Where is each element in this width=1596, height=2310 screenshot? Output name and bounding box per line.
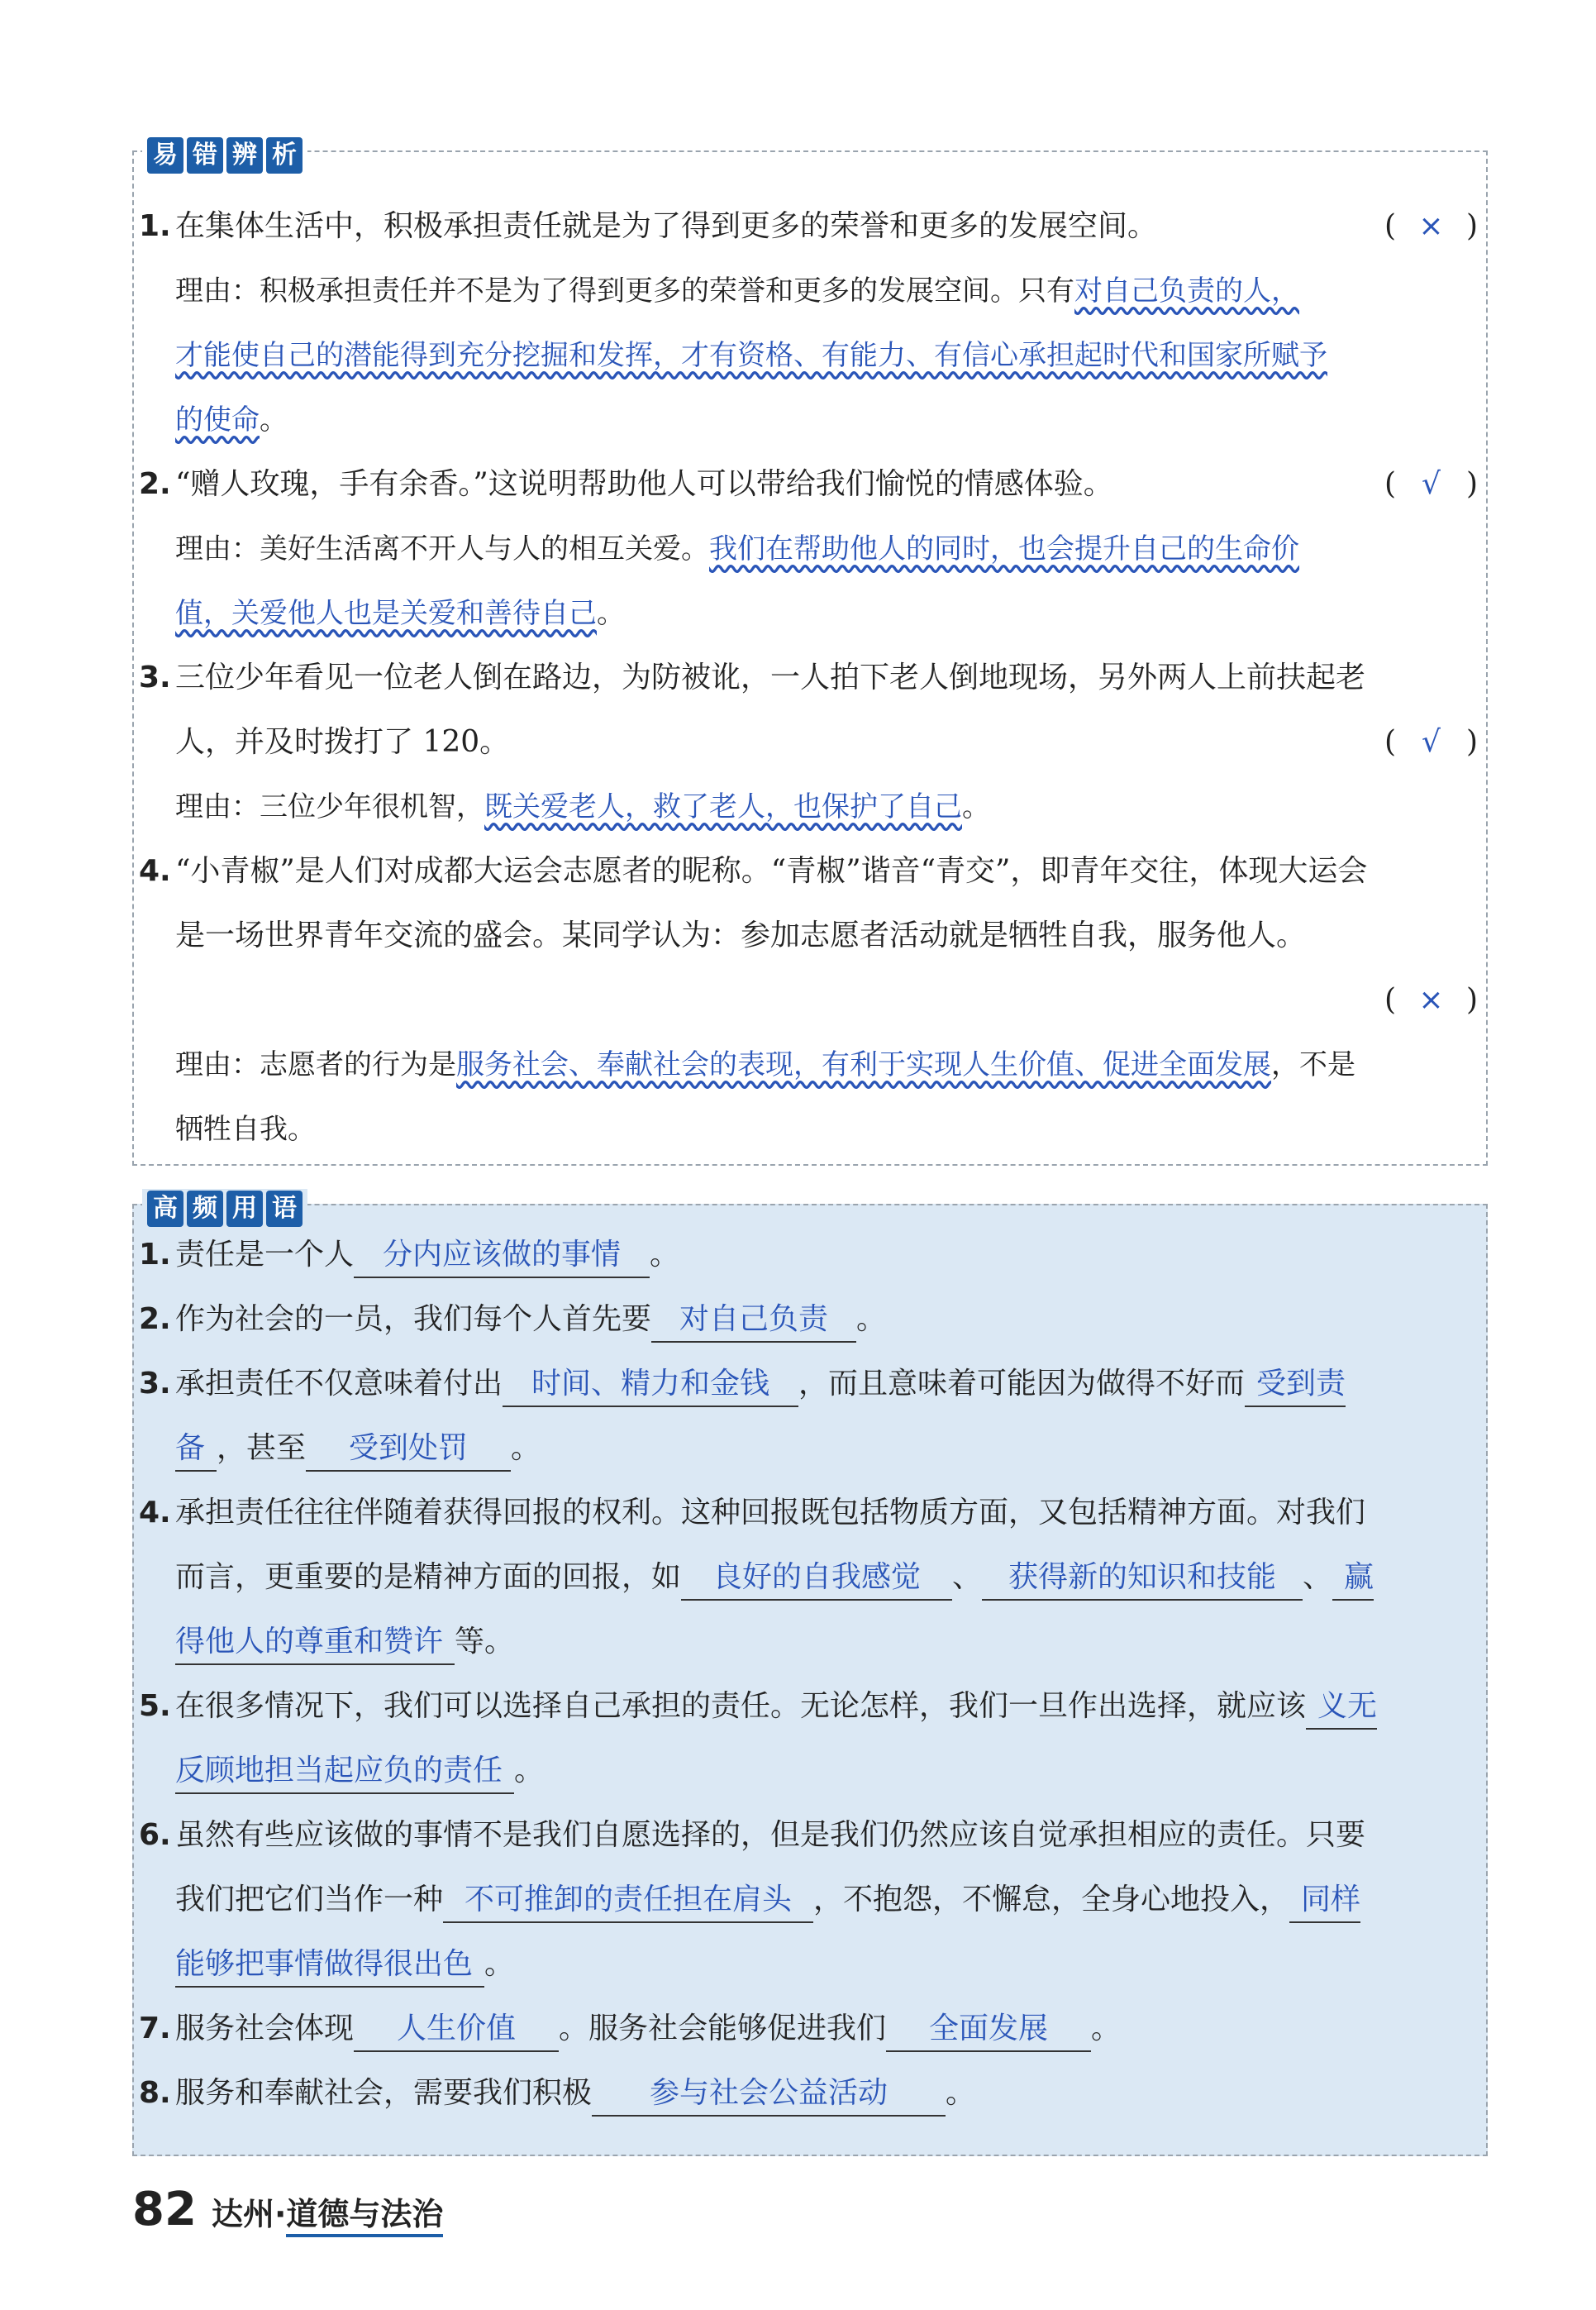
question-text: 三位少年看见一位老人倒在路边，为防被讹，一人拍下老人倒地现场，另外两人上前扶起老 <box>175 661 1366 694</box>
section-tag-key-phrases <box>142 1189 307 1229</box>
judgment-mark: ( √ ) <box>1384 467 1478 501</box>
question-number: 4. <box>139 854 171 888</box>
fill-blank: 受到责 <box>1245 1363 1346 1407</box>
tag-char: 错 <box>187 137 223 174</box>
tag-char: 用 <box>226 1191 263 1227</box>
page-footer <box>132 2183 443 2236</box>
handwritten-answer: 既关爱老人，救了老人，也保护了自己 <box>484 790 962 823</box>
question-3-line-2: 人，并及时拨打了 120。 <box>175 725 510 759</box>
handwritten-answer: 值，关爱他人也是关爱和善待自己 <box>175 597 597 630</box>
tag-char: 频 <box>187 1191 223 1227</box>
reason-4-line-2: 牺牲自我。 <box>175 1113 316 1146</box>
judgment-mark: ( × ) <box>1384 983 1478 1017</box>
phrase-6-line-2: 我们把它们当作一种 不可推卸的责任担在肩头 ，不抱怨，不懈怠，全身心地投入， 同样 <box>134 1875 1489 1925</box>
question-2 <box>134 460 1489 509</box>
phrase-6-line-3: 能够把事情做得很出色 。 <box>134 1940 1489 1989</box>
reason-1-line-2 <box>134 331 1489 380</box>
question-4 <box>134 847 1489 896</box>
phrase-6: 6. 虽然有些应该做的事情不是我们自愿选择的，但是我们仍然应该自觉承担相应的责任。只要 <box>139 1818 1366 1852</box>
fill-blank: 义无 <box>1306 1685 1377 1730</box>
handwritten-answer: 的使命 <box>175 403 260 437</box>
key-phrases-section <box>132 1194 1488 2156</box>
question-text: “赠人玫瑰，手有余香。”这说明帮助他人可以带给我们愉悦的情感体验。 <box>175 467 1113 501</box>
reason-2-line-1: 理由：美好生活离不开人与人的相互关爱。我们在帮助他人的同时，也会提升自己的生命价 <box>175 532 1299 566</box>
section-tag-error-analysis <box>142 136 307 175</box>
phrase-3-line-2: 备 ，甚至 受到处罚 。 <box>134 1424 1489 1473</box>
question-1 <box>134 202 1489 251</box>
handwritten-answer: 才能使自己的潜能得到充分挖掘和发挥，才有资格、有能力、有信心承担起时代和国家所赋予 <box>175 339 1327 372</box>
fill-blank: 时间、精力和金钱 <box>503 1363 798 1407</box>
fill-blank: 得他人的尊重和赞许 <box>175 1620 455 1665</box>
question-text: 在集体生活中，积极承担责任就是为了得到更多的荣誉和更多的发展空间。 <box>175 209 1158 243</box>
handwritten-answer: 我们在帮助他人的同时，也会提升自己的生命价 <box>709 532 1299 566</box>
tag-char: 辨 <box>226 137 263 174</box>
fill-blank: 全面发展 <box>886 2007 1091 2052</box>
reason-1-line-1: 理由：积极承担责任并不是为了得到更多的荣誉和更多的发展空间。只有对自己负责的人， <box>175 274 1299 308</box>
question-number: 3. <box>139 661 171 694</box>
fill-blank: 良好的自我感觉 <box>681 1556 952 1601</box>
reason-3: 理由：三位少年很机智，既关爱老人，救了老人，也保护了自己。 <box>175 790 990 823</box>
fill-blank: 分内应该做的事情 <box>354 1234 650 1278</box>
reason-1-line-3: 的使命。 <box>175 403 288 437</box>
question-number: 1. <box>139 209 171 243</box>
question-text: “小青椒”是人们对成都大运会志愿者的昵称。“青椒”谐音“青交”，即青年交往，体现大运会 <box>175 854 1368 888</box>
phrase-5-line-2: 反顾地担当起应负的责任 。 <box>134 1746 1489 1796</box>
tag-char: 易 <box>147 137 183 174</box>
question-number: 2. <box>139 467 171 501</box>
handwritten-answer: 服务社会、奉献社会的表现，有利于实现人生价值、促进全面发展 <box>456 1048 1271 1081</box>
fill-blank: 赢 <box>1332 1556 1374 1601</box>
phrase-2: 2. 作为社会的一员，我们每个人首先要 对自己负责 。 <box>134 1295 1489 1344</box>
phrase-7: 7. 服务社会体现 人生价值 。服务社会能够促进我们 全面发展 。 <box>134 2004 1489 2054</box>
fill-blank: 备 <box>175 1427 217 1472</box>
phrase-4-line-3: 得他人的尊重和赞许 等。 <box>134 1617 1489 1667</box>
tag-char: 高 <box>147 1191 183 1227</box>
page-number: 82 <box>132 2183 197 2236</box>
error-analysis-section <box>132 141 1488 1166</box>
handwritten-answer: 对自己负责的人， <box>1074 274 1299 308</box>
tag-char: 析 <box>266 137 303 174</box>
question-4-line-2: 是一场世界青年交流的盛会。某同学认为：参加志愿者活动就是牺牲自我，服务他人。 <box>175 919 1307 952</box>
phrase-4: 4. 承担责任往往伴随着获得回报的权利。这种回报既包括物质方面，又包括精神方面。对我们 <box>139 1496 1366 1530</box>
judgment-mark: ( × ) <box>1384 209 1478 243</box>
phrase-1: 1. 责任是一个人 分内应该做的事情 。 <box>134 1230 1489 1280</box>
phrase-4-line-2: 而言，更重要的是精神方面的回报，如 良好的自我感觉 、 获得新的知识和技能 、 赢 <box>134 1553 1489 1602</box>
phrase-5: 5. 在很多情况下，我们可以选择自己承担的责任。无论怎样，我们一旦作出选择，就应该 义无 <box>134 1682 1489 1731</box>
fill-blank: 不可推卸的责任担在肩头 <box>443 1878 813 1923</box>
tag-char: 语 <box>266 1191 303 1227</box>
reason-2-line-2: 值，关爱他人也是关爱和善待自己。 <box>175 597 625 630</box>
book-title: 达州·道德与法治 <box>212 2188 443 2234</box>
question-3 <box>134 653 1489 703</box>
fill-blank: 对自己负责 <box>651 1298 856 1343</box>
fill-blank: 参与社会公益活动 <box>592 2072 946 2117</box>
phrase-3: 3. 承担责任不仅意味着付出 时间、精力和金钱 ，而且意味着可能因为做得不好而 受到责 <box>134 1359 1489 1409</box>
fill-blank: 获得新的知识和技能 <box>982 1556 1303 1601</box>
phrase-8: 8. 服务和奉献社会，需要我们积极 参与社会公益活动 。 <box>134 2069 1489 2118</box>
judgment-mark: ( √ ) <box>1384 725 1478 759</box>
reason-4-line-1: 理由：志愿者的行为是服务社会、奉献社会的表现，有利于实现人生价值、促进全面发展，不是 <box>175 1048 1355 1081</box>
fill-blank: 受到处罚 <box>306 1427 511 1472</box>
fill-blank: 人生价值 <box>354 2007 559 2052</box>
fill-blank: 能够把事情做得很出色 <box>175 1943 484 1988</box>
fill-blank: 同样 <box>1289 1878 1360 1923</box>
fill-blank: 反顾地担当起应负的责任 <box>175 1749 514 1794</box>
